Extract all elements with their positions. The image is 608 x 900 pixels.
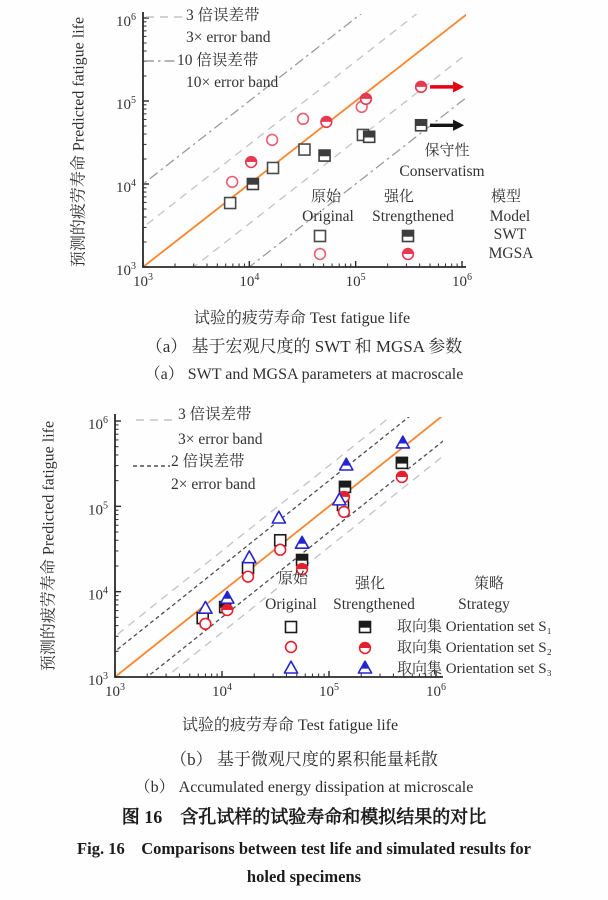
- caption-b-en: （b） Accumulated energy dissipation at microscale: [134, 779, 474, 796]
- series-mgsa-original: [227, 101, 367, 187]
- chart-b-legend-3x-label-en: 3× error band: [178, 431, 263, 448]
- svg-text:106: $10^6$: [426, 682, 446, 700]
- svg-text:105: $10^5$: [88, 500, 108, 519]
- legend-symbol-s2-original: [286, 642, 297, 653]
- chart-b-legend-2x-label-cn: 2 倍误差带: [171, 453, 245, 470]
- svg-text:106: $10^6$: [116, 12, 136, 30]
- svg-text:104: $10^4$: [239, 272, 260, 290]
- svg-text:105: $10^5$: [345, 272, 366, 290]
- chart-a-legend-3x-label-en: 3× error band: [186, 29, 271, 46]
- caption-b-cn: （b） 基于微观尺度的累积能量耗散: [170, 750, 438, 769]
- chart-a-col-strengthened-cn: 强化: [383, 189, 415, 205]
- chart-a-legend-3x-label-cn: 3 倍误差带: [186, 7, 260, 24]
- chart-b-row-set2: 取向集 Orientation set S₂: [397, 640, 552, 656]
- chart-a-x-axis-label: 试验的疲劳寿命 Test fatigue life: [193, 310, 411, 327]
- chart-a-legend-10x-label-en: 10× error band: [186, 74, 279, 91]
- chart-a-col-model-en: Model: [489, 208, 531, 225]
- chart-b-col-strengthened-en: Strengthened: [333, 596, 415, 613]
- caption-a-en: （a） SWT and MGSA parameters at macroscale: [144, 366, 464, 383]
- chart-b-col-original-en: Original: [265, 596, 317, 613]
- legend-symbol-mgsa-original: [315, 249, 326, 260]
- series-mgsa-strengthened: [246, 81, 427, 167]
- figure-title-cn: 图 16 含孔试样的试验寿命和模拟结果的对比: [121, 807, 487, 827]
- figure-title-en-1: Fig. 16 Comparisons between test life and simulated results for: [77, 839, 531, 858]
- svg-text:106: $10^6$: [88, 415, 108, 433]
- svg-text:103: $10^3$: [116, 261, 136, 279]
- legend-symbol-s2-strengthened: [360, 643, 371, 654]
- svg-text:105: $10^5$: [319, 682, 339, 700]
- legend-symbol-mgsa-strengthened: [403, 249, 414, 260]
- legend-symbol-swt-original: [315, 231, 326, 242]
- chart-b-col-strengthened-cn: 强化: [354, 576, 386, 592]
- svg-text:104: $10^4$: [212, 682, 232, 700]
- svg-text:103: $10^3$: [88, 671, 108, 689]
- legend-symbol-s3-strengthened: [358, 661, 371, 673]
- chart-b-y-axis-label: 预测的疲劳寿命 Predicted fatigue life: [40, 420, 58, 672]
- legend-symbol-s1-strengthened: [360, 622, 371, 633]
- chart-a-conservatism-cn: 保守性: [424, 143, 470, 159]
- chart-b-legend-3x-label-cn: 3 倍误差带: [178, 406, 252, 423]
- svg-text:103: $10^3$: [105, 682, 125, 700]
- series-swt-original: [225, 129, 369, 208]
- svg-text:106: $10^6$: [452, 272, 472, 290]
- legend-symbol-s1-original: [286, 622, 297, 633]
- svg-text:103: $10^3$: [133, 272, 153, 290]
- chart-a-legend-10x-label-cn: 10 倍误差带: [177, 52, 259, 69]
- chart-a-row-mgsa: MGSA: [488, 245, 534, 262]
- svg-text:104: $10^4$: [88, 585, 108, 604]
- legend-symbol-s3-original: [284, 661, 297, 673]
- chart-b-row-set1: 取向集 Orientation set S₁: [397, 619, 552, 635]
- chart-b-row-set3: 取向集 Orientation set S₃: [397, 661, 552, 677]
- chart-a-row-swt: SWT: [493, 226, 527, 243]
- chart-b-col-original-cn: 原始: [277, 571, 309, 587]
- chart-a-conservatism-en: Conservatism: [399, 163, 485, 180]
- chart-b-col-strategy-cn: 策略: [473, 576, 505, 592]
- arrow-annotation: [430, 81, 464, 92]
- chart-a-col-model-cn: 模型: [490, 189, 522, 205]
- chart-a-y-axis-label: 预测的疲劳寿命 Predicted fatigue life: [70, 16, 88, 268]
- chart-b-col-strategy-en: Strategy: [458, 596, 510, 613]
- chart-a-col-original-en: Original: [302, 208, 354, 225]
- chart-a-col-strengthened-en: Strengthened: [372, 208, 454, 225]
- chart-a-col-original-cn: 原始: [310, 189, 342, 205]
- caption-a-cn: （a） 基于宏观尺度的 SWT 和 MGSA 参数: [145, 337, 463, 356]
- chart-b-x-axis-label: 试验的疲劳寿命 Test fatigue life: [181, 717, 399, 734]
- svg-text:104: $10^4$: [116, 178, 136, 196]
- chart-b-legend-2x-label-en: 2× error band: [171, 476, 256, 493]
- legend-symbol-swt-strengthened: [403, 231, 414, 242]
- arrow-annotation: [430, 120, 464, 131]
- svg-text:105: $10^5$: [116, 95, 136, 113]
- figure-title-en-2: holed specimens: [246, 867, 362, 886]
